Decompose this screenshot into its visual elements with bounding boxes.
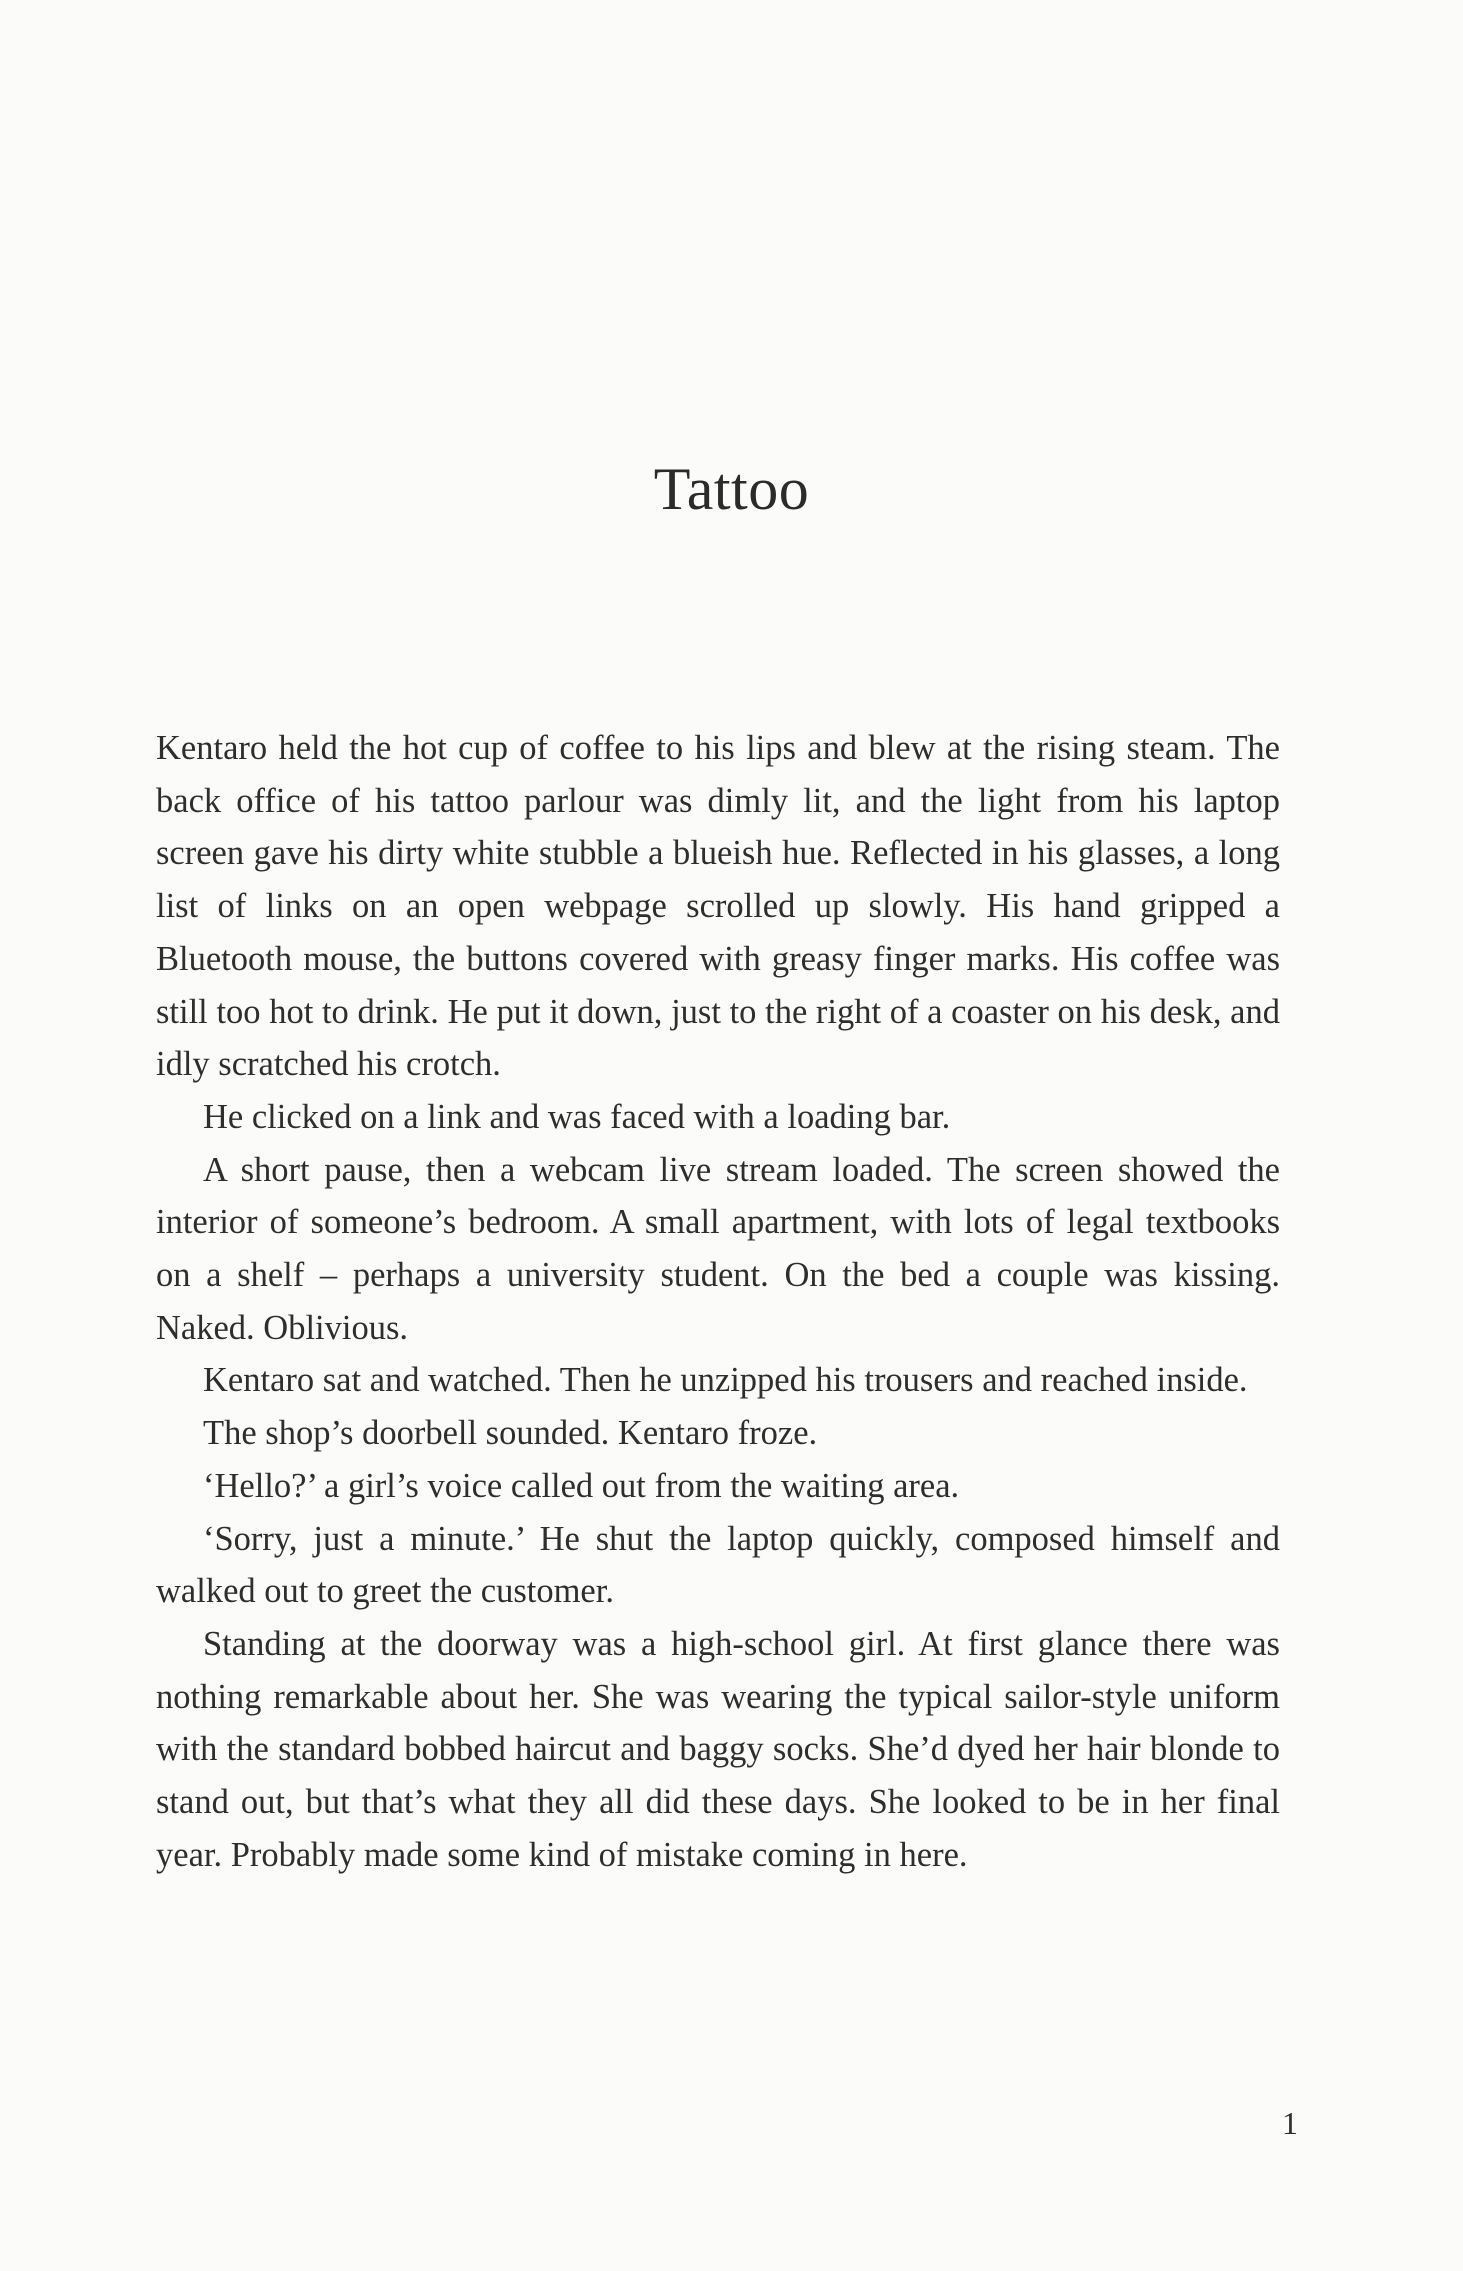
paragraph: He clicked on a link and was faced with a loading bar. bbox=[203, 1097, 951, 1136]
paragraph: A short pause, then a webcam live stream loaded. The screen showed the interior of someone’s bedroom. A small apartment, with lots of legal textbooks on a shelf – perhaps a university student. On the bed a couple was kissing. Naked. Oblivious. bbox=[156, 1150, 1280, 1347]
paragraph: Kentaro sat and watched. Then he unzipped his trousers and reached inside. bbox=[203, 1361, 1248, 1400]
paragraph: Standing at the doorway was a high-school girl. At first glance there was nothing remarkable about her. She was wearing the typical sailor-style uniform with the standard bobbed haircut and baggy socks. She’d dyed her hair blonde to stand out, but that’s what they all did these days. She looked to be in her final year. Probably made some kind of mistake coming in here. bbox=[156, 1624, 1280, 1874]
chapter-title: Tattoo bbox=[653, 456, 810, 522]
page-number: 1 bbox=[1282, 2105, 1298, 2141]
paragraph: ‘Sorry, just a minute.’ He shut the laptop quickly, composed himself and walked out to greet the customer. bbox=[156, 1519, 1280, 1611]
paragraph: Kentaro held the hot cup of coffee to his lips and blew at the rising steam. The back office of his tattoo parlour was dimly lit, and the light from his laptop screen gave his dirty white stubble a blueish hue. Reflected in his glasses, a long list of links on an open webpage scrolled up slowly. His hand gripped a Bluetooth mouse, the buttons covered with greasy finger marks. His coffee was still too hot to drink. He put it down, just to the right of a coaster on his desk, and idly scratched his crotch. bbox=[156, 729, 1280, 1084]
paragraph: The shop’s doorbell sounded. Kentaro froze. bbox=[203, 1414, 818, 1453]
paragraph: ‘Hello?’ a girl’s voice called out from the waiting area. bbox=[203, 1466, 960, 1505]
chapter-body bbox=[156, 722, 1280, 1881]
